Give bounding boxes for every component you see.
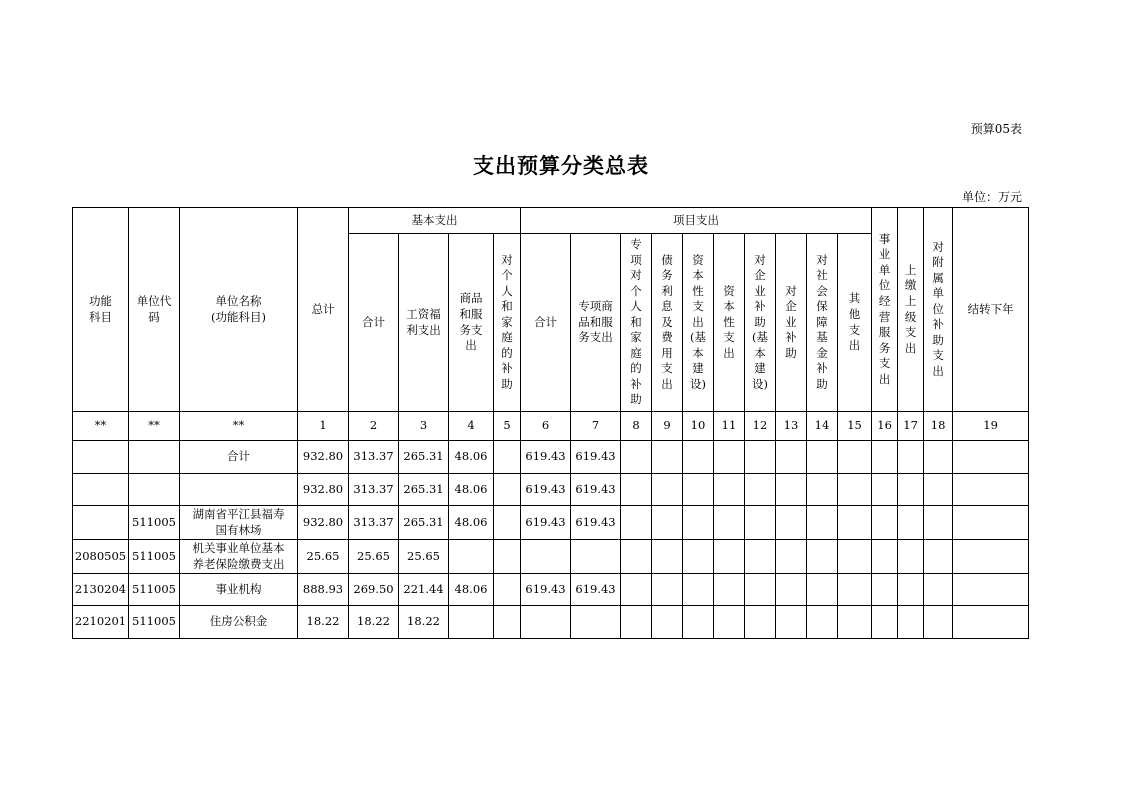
value-cell [872, 474, 898, 506]
header-unit-code: 单位代 码 [129, 208, 180, 412]
value-cell: 619.43 [571, 474, 621, 506]
value-cell: 18.22 [399, 606, 449, 639]
value-cell [714, 506, 745, 540]
value-cell [714, 540, 745, 574]
value-cell [621, 474, 652, 506]
value-cell [898, 441, 924, 474]
value-cell [571, 540, 621, 574]
value-cell [953, 474, 1029, 506]
value-cell [745, 606, 776, 639]
expenditure-table [72, 207, 1029, 639]
index-row [73, 412, 1029, 441]
value-cell [621, 574, 652, 606]
value-cell: 265.31 [399, 474, 449, 506]
unit-name-cell [180, 474, 298, 506]
index-cell: 17 [898, 412, 924, 441]
table-row [73, 441, 1029, 474]
value-cell [953, 574, 1029, 606]
unit-name-cell: 事业机构 [180, 574, 298, 606]
value-cell: 25.65 [298, 540, 349, 574]
unit-code-cell: 511005 [129, 574, 180, 606]
value-cell [683, 574, 714, 606]
value-cell [807, 474, 838, 506]
value-cell [714, 441, 745, 474]
unit-name-cell: 合计 [180, 441, 298, 474]
value-cell [872, 441, 898, 474]
value-cell [494, 540, 521, 574]
index-cell: ** [180, 412, 298, 441]
index-cell: 8 [621, 412, 652, 441]
value-cell [652, 606, 683, 639]
value-cell [571, 606, 621, 639]
header-unit-name: 单位名称 (功能科目) [180, 208, 298, 412]
value-cell: 619.43 [521, 506, 571, 540]
value-cell: 265.31 [399, 441, 449, 474]
table-row [73, 574, 1029, 606]
header-proj-social: 对 社 会 保 障 基 金 补 助 [807, 234, 838, 412]
header-basic-wage: 工资福 利支出 [399, 234, 449, 412]
index-cell: 3 [399, 412, 449, 441]
value-cell: 269.50 [349, 574, 399, 606]
func-code-cell [73, 506, 129, 540]
value-cell [683, 506, 714, 540]
unit-code-cell: 511005 [129, 540, 180, 574]
value-cell [807, 441, 838, 474]
func-code-cell: 2080505 [73, 540, 129, 574]
value-cell [683, 606, 714, 639]
value-cell: 619.43 [571, 574, 621, 606]
value-cell [838, 441, 872, 474]
value-cell [745, 574, 776, 606]
value-cell: 25.65 [349, 540, 399, 574]
header-proj-personal: 专 项 对 个 人 和 家 庭 的 补 助 [621, 234, 652, 412]
unit-name-cell: 住房公积金 [180, 606, 298, 639]
index-cell: 9 [652, 412, 683, 441]
value-cell [683, 540, 714, 574]
header-basic-goods: 商品 和服 务支 出 [449, 234, 494, 412]
unit-label: 单位：万元 [961, 190, 1022, 204]
value-cell [652, 540, 683, 574]
unit-code-cell: 511005 [129, 506, 180, 540]
header-proj-sum: 合计 [521, 234, 571, 412]
header-basic-personal: 对 个 人 和 家 庭 的 补 助 [494, 234, 521, 412]
table-row [73, 540, 1029, 574]
index-cell: 19 [953, 412, 1029, 441]
value-cell [807, 540, 838, 574]
value-cell [924, 606, 953, 639]
value-cell [924, 574, 953, 606]
value-cell [652, 474, 683, 506]
value-cell: 18.22 [298, 606, 349, 639]
header-proj-debt: 债 务 利 息 及 费 用 支 出 [652, 234, 683, 412]
value-cell [745, 474, 776, 506]
header-business: 事 业 单 位 经 营 服 务 支 出 [872, 208, 898, 412]
value-cell [621, 441, 652, 474]
value-cell [449, 540, 494, 574]
value-cell [776, 474, 807, 506]
func-code-cell: 2130204 [73, 574, 129, 606]
value-cell [807, 506, 838, 540]
value-cell [898, 574, 924, 606]
index-cell: 7 [571, 412, 621, 441]
index-cell: 11 [714, 412, 745, 441]
value-cell [872, 506, 898, 540]
value-cell: 932.80 [298, 474, 349, 506]
value-cell [494, 474, 521, 506]
index-cell: ** [129, 412, 180, 441]
value-cell [953, 606, 1029, 639]
value-cell [953, 441, 1029, 474]
value-cell: 619.43 [521, 441, 571, 474]
value-cell: 48.06 [449, 441, 494, 474]
value-cell: 18.22 [349, 606, 399, 639]
value-cell [449, 606, 494, 639]
value-cell [872, 540, 898, 574]
header-proj-capital-build: 资 本 性 支 出 (基 本 建 设) [683, 234, 714, 412]
header-proj-enterprise: 对 企 业 补 助 [776, 234, 807, 412]
header-superior: 上 缴 上 级 支 出 [898, 208, 924, 412]
value-cell [652, 506, 683, 540]
value-cell: 313.37 [349, 441, 399, 474]
value-cell [898, 540, 924, 574]
value-cell: 932.80 [298, 506, 349, 540]
header-carryover: 结转下年 [953, 208, 1029, 412]
index-cell: 14 [807, 412, 838, 441]
value-cell [521, 606, 571, 639]
value-cell [953, 540, 1029, 574]
value-cell [621, 506, 652, 540]
header-proj-goods: 专项商 品和服 务支出 [571, 234, 621, 412]
value-cell: 932.80 [298, 441, 349, 474]
header-proj-capital: 资 本 性 支 出 [714, 234, 745, 412]
index-cell: 15 [838, 412, 872, 441]
value-cell: 48.06 [449, 574, 494, 606]
index-cell: ** [73, 412, 129, 441]
value-cell [776, 540, 807, 574]
header-proj-enterprise-build: 对 企 业 补 助 (基 本 建 设) [745, 234, 776, 412]
value-cell: 313.37 [349, 506, 399, 540]
value-cell [898, 474, 924, 506]
value-cell [714, 574, 745, 606]
index-cell: 6 [521, 412, 571, 441]
value-cell [521, 540, 571, 574]
unit-code-cell: 511005 [129, 606, 180, 639]
table-row [73, 506, 1029, 540]
value-cell [494, 441, 521, 474]
value-cell [683, 474, 714, 506]
value-cell [652, 441, 683, 474]
func-code-cell [73, 474, 129, 506]
value-cell [621, 540, 652, 574]
header-total: 总计 [298, 208, 349, 412]
value-cell: 888.93 [298, 574, 349, 606]
value-cell: 48.06 [449, 474, 494, 506]
value-cell [745, 441, 776, 474]
value-cell [838, 506, 872, 540]
index-cell: 5 [494, 412, 521, 441]
value-cell [714, 606, 745, 639]
index-cell: 10 [683, 412, 714, 441]
value-cell [776, 506, 807, 540]
header-project: 项目支出 [521, 208, 872, 234]
form-number: 预算05表 [970, 122, 1022, 136]
header-basic-sum: 合计 [349, 234, 399, 412]
value-cell [898, 506, 924, 540]
value-cell [494, 506, 521, 540]
value-cell [807, 574, 838, 606]
value-cell [898, 606, 924, 639]
value-cell [872, 574, 898, 606]
table-row [73, 474, 1029, 506]
value-cell [924, 540, 953, 574]
value-cell [924, 474, 953, 506]
value-cell [494, 574, 521, 606]
index-cell: 2 [349, 412, 399, 441]
value-cell: 619.43 [571, 441, 621, 474]
unit-name-cell: 机关事业单位基本 养老保险缴费支出 [180, 540, 298, 574]
value-cell [714, 474, 745, 506]
value-cell [838, 474, 872, 506]
value-cell [745, 540, 776, 574]
value-cell: 48.06 [449, 506, 494, 540]
func-code-cell [73, 441, 129, 474]
value-cell: 221.44 [399, 574, 449, 606]
func-code-cell: 2210201 [73, 606, 129, 639]
value-cell [494, 606, 521, 639]
index-cell: 12 [745, 412, 776, 441]
value-cell [872, 606, 898, 639]
page-title: 支出预算分类总表 [473, 153, 649, 178]
value-cell [838, 540, 872, 574]
value-cell [652, 574, 683, 606]
value-cell: 619.43 [521, 574, 571, 606]
value-cell: 265.31 [399, 506, 449, 540]
value-cell: 25.65 [399, 540, 449, 574]
value-cell [953, 506, 1029, 540]
value-cell [776, 441, 807, 474]
value-cell: 619.43 [521, 474, 571, 506]
value-cell [683, 441, 714, 474]
header-func-subject: 功能 科目 [73, 208, 129, 412]
value-cell: 313.37 [349, 474, 399, 506]
index-cell: 1 [298, 412, 349, 441]
value-cell [838, 574, 872, 606]
unit-name-cell: 湖南省平江县福寿 国有林场 [180, 506, 298, 540]
value-cell [807, 606, 838, 639]
index-cell: 18 [924, 412, 953, 441]
value-cell [621, 606, 652, 639]
value-cell [776, 606, 807, 639]
value-cell: 619.43 [571, 506, 621, 540]
value-cell [924, 441, 953, 474]
value-cell [838, 606, 872, 639]
index-cell: 4 [449, 412, 494, 441]
header-subsidiary: 对 附 属 单 位 补 助 支 出 [924, 208, 953, 412]
value-cell [745, 506, 776, 540]
value-cell [924, 506, 953, 540]
table-row [73, 606, 1029, 639]
index-cell: 16 [872, 412, 898, 441]
index-cell: 13 [776, 412, 807, 441]
unit-code-cell [129, 474, 180, 506]
value-cell [776, 574, 807, 606]
header-basic: 基本支出 [349, 208, 521, 234]
unit-code-cell [129, 441, 180, 474]
header-proj-other: 其 他 支 出 [838, 234, 872, 412]
